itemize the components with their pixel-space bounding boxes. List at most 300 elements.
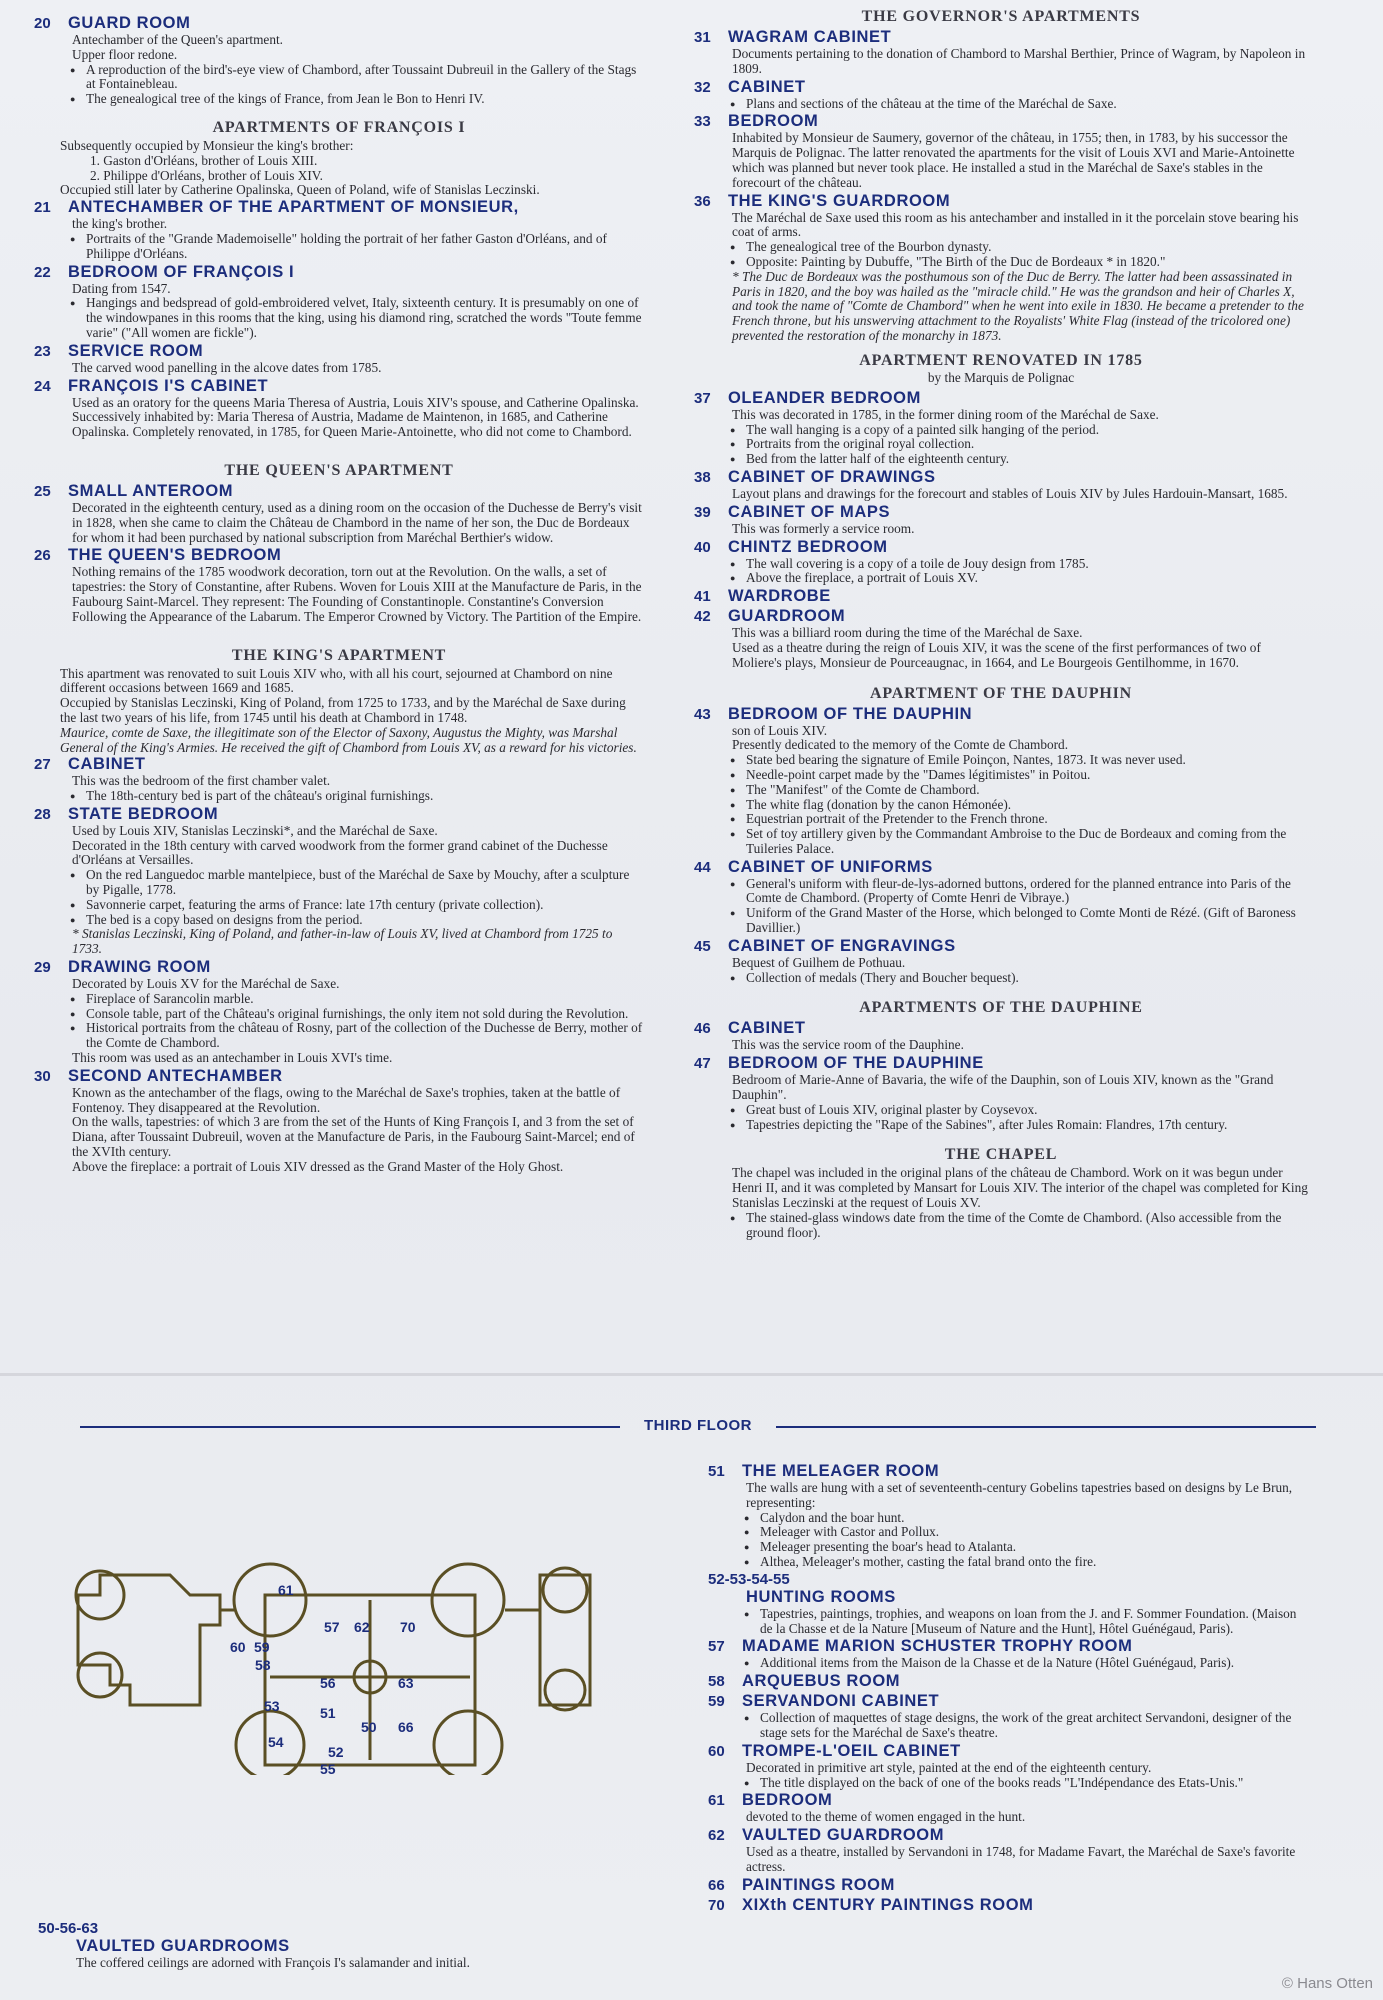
entry-heading xyxy=(34,14,644,33)
entry-39 xyxy=(694,503,1308,537)
entry-title: MADAME MARION SCHUSTER TROPHY ROOM xyxy=(742,1637,1133,1656)
entry-title: CABINET xyxy=(728,77,806,96)
entry-27 xyxy=(34,755,644,804)
entry-title: SERVICE ROOM xyxy=(68,341,204,360)
entry-body xyxy=(732,1038,1308,1053)
section-heading: THE KING'S APARTMENT xyxy=(231,646,447,664)
entry-number: 51 xyxy=(708,1463,725,1480)
entry-23 xyxy=(34,342,644,376)
bullet-item: ● Hangings and bedspread of gold-embroidered velvet, Italy, sixteenth century. It is presumably on one of the windowpanes in this rooms that the king, using his diamond ring, scratched the words "Toute femme varie" ("All women are fickle"). xyxy=(72,296,644,340)
entry-number: 60 xyxy=(708,1742,725,1760)
entry-title: ARQUEBUS ROOM xyxy=(742,1672,901,1691)
entry-body xyxy=(72,774,644,804)
entry-heading xyxy=(34,958,644,977)
bullet-item: ● Collection of maquettes of stage designs, the work of the great architect Servandoni, designer of the stage sets for the Maréchal de Saxe's theatre. xyxy=(746,1711,1312,1741)
entry-text: This was the service room of the Dauphine. xyxy=(732,1037,964,1053)
entry-number: 37 xyxy=(694,389,711,407)
entry-36 xyxy=(694,192,1308,344)
entry-body xyxy=(72,361,644,376)
entry-title: GUARD ROOM xyxy=(68,14,191,32)
entry-heading xyxy=(708,1826,1312,1845)
tower-ne xyxy=(432,1564,504,1636)
entry-number: 66 xyxy=(708,1876,725,1894)
plan-label-52: 52 xyxy=(328,1744,344,1760)
fold-line xyxy=(0,1373,1383,1376)
entry-body xyxy=(732,724,1308,857)
divider xyxy=(776,1426,1316,1428)
entry-33 xyxy=(694,112,1308,190)
entry-30 xyxy=(34,1067,644,1175)
entry-heading xyxy=(708,1672,1312,1691)
entry-number: 28 xyxy=(34,805,51,823)
plan-label-62: 62 xyxy=(354,1619,370,1635)
entry-text: Bedroom of Marie-Anne of Bavaria, the wife of the Dauphin, son of Louis XIV, known as the "Grand Dauphin". xyxy=(732,1072,1274,1103)
entry-heading xyxy=(694,705,1308,724)
third-floor-list xyxy=(708,1462,1312,1916)
entry-title: TROMPE-L'OEIL CABINET xyxy=(742,1741,961,1760)
entry-number: 31 xyxy=(694,29,711,46)
plan-label-51: 51 xyxy=(320,1705,336,1721)
bullet-item: ● Console table, part of the Château's original furnishings, the only item not sold during the Revolution. xyxy=(72,1007,644,1022)
section-heading: THE CHAPEL xyxy=(944,1146,1058,1164)
entry-body xyxy=(732,877,1308,936)
bullet-item: ● Portraits of the "Grande Mademoiselle" holding the portrait of her father Gaston d'Orléans, and of Philippe d'Orléans. xyxy=(72,232,644,262)
entry-heading xyxy=(34,755,644,774)
entry-body xyxy=(72,824,644,957)
bullet-item: ● Additional items from the Maison de la Chasse et de la Nature (Hôtel Guénégaud, Paris). xyxy=(746,1656,1312,1671)
entry-number: 59 xyxy=(708,1693,725,1711)
footnote: * The Duc de Bordeaux was the posthumous son of the Duc de Berry. The latter had been assassinated in Paris in 1820, and the boy was hailed as the "miracle child." He was the grandson and heir of Charles X, and took the name of "Comte de Chambord" when he went into exile in 1830. He became a pretender to the French throne, but his unswerving attachment to the Royalists' White Flag (instead of the tricolored one) prevented the restoration of the monarchy in 1873. xyxy=(732,268,1304,343)
entry-number: 43 xyxy=(694,705,711,723)
plan-label-66: 66 xyxy=(398,1719,414,1735)
entry-number: 42 xyxy=(694,608,711,626)
third-floor-plan xyxy=(70,1555,605,1775)
entry-title: THE KING'S GUARDROOM xyxy=(728,191,951,210)
entry-text: Used as an oratory for the queens Maria Theresa of Austria, Louis XIV's spouse, and Catherine Opalinska. xyxy=(72,394,639,410)
entry-title: WARDROBE xyxy=(728,587,831,606)
entry-body xyxy=(72,1086,644,1175)
entry-title: CABINET xyxy=(68,755,146,774)
entry-20 xyxy=(34,14,644,107)
entry-number: 41 xyxy=(694,588,711,606)
entry-body xyxy=(732,211,1308,344)
bullet-item: ● Great bust of Louis XIV, original plaster by Coysevox. xyxy=(732,1103,1308,1118)
entry-text: Used by Louis XIV, Stanislas Leczinski*, and the Maréchal de Saxe. xyxy=(72,822,438,838)
entry-body xyxy=(732,1073,1308,1132)
bullet-item: ● Portraits from the original royal collection. xyxy=(732,437,1308,452)
entry-body xyxy=(746,1845,1312,1875)
entry-heading xyxy=(34,482,644,501)
entry-body xyxy=(732,557,1308,587)
entry-title: BEDROOM OF THE DAUPHINE xyxy=(728,1054,984,1073)
plan-label-58: 58 xyxy=(255,1657,271,1673)
entry-body xyxy=(72,977,644,1066)
entry-57 xyxy=(708,1637,1312,1671)
entry-heading xyxy=(694,587,1308,606)
entry-number: 46 xyxy=(694,1020,711,1038)
entry-37 xyxy=(694,389,1308,467)
entry-heading xyxy=(34,377,644,396)
copyright: © Hans Otten xyxy=(1281,1975,1373,1992)
chapel-entry xyxy=(694,1166,1308,1240)
entry-heading xyxy=(34,198,644,217)
entry-text: This was the bedroom of the first chamber valet. xyxy=(72,773,331,789)
bullet-item: ● Equestrian portrait of the Pretender to the French throne. xyxy=(732,812,1308,827)
third-floor-label: THIRD FLOOR xyxy=(644,1417,752,1434)
entry-title: CABINET OF DRAWINGS xyxy=(728,467,936,486)
entry-body xyxy=(72,217,644,261)
entry-number: 24 xyxy=(34,377,51,395)
entry-heading xyxy=(708,1692,1312,1711)
entry-text: This was decorated in 1785, in the former dining room of the Maréchal de Saxe. xyxy=(732,406,1159,422)
entry-31 xyxy=(694,28,1308,77)
entry-text: Decorated in the 18th century with carved woodwork from the former grand cabinet of the Duchesse d'Orléans at Versailles. xyxy=(72,837,608,868)
entry-title: OLEANDER BEDROOM xyxy=(728,388,921,407)
entry-heading xyxy=(34,805,644,824)
entry-text: devoted to the theme of women engaged in the hunt. xyxy=(746,1809,1026,1825)
entry-text: Documents pertaining to the donation of Chambord to Marshal Berthier, Prince of Wagram, by Napoleon in 1809. xyxy=(732,46,1306,76)
entry-29 xyxy=(34,958,644,1066)
entry-text: This room was used as an antechamber in Louis XVI's time. xyxy=(72,1050,393,1066)
entry-number: 29 xyxy=(34,959,51,977)
entry-number: 62 xyxy=(708,1827,725,1845)
entry-title: GUARDROOM xyxy=(728,607,846,626)
entry-heading xyxy=(694,28,1308,47)
entry-body xyxy=(732,626,1308,670)
entry-25 xyxy=(34,482,644,545)
entry-number: 52-53-54-55 xyxy=(708,1570,790,1588)
entry-number: 22 xyxy=(34,263,51,281)
entry-58 xyxy=(708,1672,1312,1691)
entry-46 xyxy=(694,1019,1308,1053)
entry-number: 70 xyxy=(708,1896,725,1914)
divider xyxy=(80,1426,620,1428)
entry-number: 58 xyxy=(708,1673,725,1691)
bullet-item: ● Savonnerie carpet, featuring the arms of France: late 17th century (private collection). xyxy=(72,898,644,913)
bullet-item: ● The wall hanging is a copy of a painted silk hanging of the period. xyxy=(732,423,1308,438)
entry-title: CABINET xyxy=(728,1019,806,1038)
entry-40 xyxy=(694,538,1308,587)
entry-title: CABINET OF UNIFORMS xyxy=(728,857,933,876)
entry-title: HUNTING ROOMS xyxy=(746,1587,896,1606)
entry-title: XIXth CENTURY PAINTINGS ROOM xyxy=(742,1895,1034,1914)
entry-50-56-63 xyxy=(38,1920,638,1971)
entry-number: 30 xyxy=(34,1067,51,1085)
section-subheading: by the Marquis de Polignac xyxy=(927,369,1075,385)
entry-body xyxy=(746,1481,1312,1570)
entry-text: Decorated by Louis XV for the Maréchal de Saxe. xyxy=(72,976,340,992)
entry-title: DRAWING ROOM xyxy=(68,958,211,977)
plan-label-70: 70 xyxy=(400,1619,416,1635)
entry-text: The Maréchal de Saxe used this room as his antechamber and installed in it the porcelain stove bearing his coat of arms. xyxy=(732,209,1299,240)
bullet-item: ● The genealogical tree of the kings of France, from Jean le Bon to Henri IV. xyxy=(72,92,644,107)
entry-52-55 xyxy=(708,1571,1312,1637)
bullet-item: ● Set of toy artillery given by the Commandant Ambroise to the Duc de Bordeaux and coming from the Tuileries Palace. xyxy=(732,827,1308,857)
entry-text: Presently dedicated to the memory of the Comte de Chambord. xyxy=(732,737,1069,753)
bullet-item: ● Calydon and the boar hunt. xyxy=(746,1511,1312,1526)
entry-60 xyxy=(708,1742,1312,1791)
entry-title: THE MELEAGER ROOM xyxy=(742,1462,940,1480)
entry-title: CABINET OF ENGRAVINGS xyxy=(728,936,956,955)
bullet-item: ● The 18th-century bed is part of the château's original furnishings. xyxy=(72,789,644,804)
entry-text: Above the fireplace: a portrait of Louis XIV dressed as the Grand Master of the Holy Ghost. xyxy=(72,1158,564,1174)
entry-text: The coffered ceilings are adorned with François I's salamander and initial. xyxy=(76,1955,470,1970)
footnote: * Stanislas Leczinski, King of Poland, and father-in-law of Louis XV, lived at Chambord from 1725 to 1733. xyxy=(72,926,613,957)
entry-body xyxy=(76,1956,638,1971)
entry-body xyxy=(732,408,1308,467)
entry-text: On the walls, tapestries: of which 3 are from the set of the Hunts of King François I, and 3 from the set of Diana, after Toussaint Dubreuil, woven at the Manufacture de Paris, in the Faubourg Saint-Marcel; end of the XVIth century. xyxy=(72,1114,635,1160)
entry-59 xyxy=(708,1692,1312,1741)
bullet-item: ● General's uniform with fleur-de-lys-adorned buttons, ordered for the planned entrance into Paris of the Comte de Chambord. (Property of Comte Henri de Vibraye.) xyxy=(732,877,1308,907)
entry-heading xyxy=(694,389,1308,408)
entry-text: Used as a theatre during the reign of Louis XIV, it was the scene of the first performances of two of Moliere's plays, Monsieur de Pourceaugnac, in 1664, and Le Bourgeois Gentilhomme, in 1670. xyxy=(732,639,1261,670)
entry-number: 27 xyxy=(34,756,51,774)
entry-24 xyxy=(34,377,644,440)
entry-body xyxy=(72,282,644,341)
entry-body xyxy=(72,565,644,624)
entry-heading xyxy=(694,468,1308,487)
entry-title: SECOND ANTECHAMBER xyxy=(68,1066,283,1085)
entry-title: SMALL ANTEROOM xyxy=(68,481,234,500)
entry-number: 23 xyxy=(34,342,51,360)
left-column xyxy=(34,14,644,1176)
bullet-item: ● Althea, Meleager's mother, casting the fatal brand onto the fire. xyxy=(746,1555,1312,1570)
entry-heading xyxy=(694,607,1308,626)
bullet-item: ● Tapestries, paintings, trophies, and weapons on loan from the J. and F. Sommer Foundation. (Maison de la Chasse et de la Nature [Museum of Nature and the Hunt], Hôtel Guénégaud, Paris). xyxy=(746,1607,1312,1637)
entry-body xyxy=(732,97,1308,112)
entry-heading xyxy=(694,503,1308,522)
entry-42 xyxy=(694,607,1308,670)
bullet-item: ● Meleager with Castor and Pollux. xyxy=(746,1525,1312,1540)
entry-47 xyxy=(694,1054,1308,1132)
section-heading: APARTMENT OF THE DAUPHIN xyxy=(869,684,1133,702)
entry-heading xyxy=(694,192,1308,211)
section-heading: THE QUEEN'S APARTMENT xyxy=(224,461,454,479)
entry-title: ANTECHAMBER OF THE APARTMENT OF MONSIEUR, xyxy=(68,198,519,217)
entry-body xyxy=(732,522,1308,537)
bullet-item: ● The "Manifest" of the Comte de Chambord. xyxy=(732,783,1308,798)
section-heading: APARTMENTS OF FRANÇOIS I xyxy=(212,118,466,136)
entry-title: VAULTED GUARDROOM xyxy=(742,1826,945,1845)
entry-number: 40 xyxy=(694,538,711,556)
entry-title: CHINTZ BEDROOM xyxy=(728,537,888,556)
entry-text: The carved wood panelling in the alcove dates from 1785. xyxy=(72,359,382,375)
section-heading: APARTMENT RENOVATED IN 1785 xyxy=(859,351,1143,369)
bullet-item: ● On the red Languedoc marble mantelpiece, bust of the Maréchal de Saxe by Mouchy, after a sculpture by Pigalle, 1778. xyxy=(72,868,644,898)
entry-heading xyxy=(694,858,1308,877)
bullet-item: ● The genealogical tree of the Bourbon dynasty. xyxy=(732,240,1308,255)
entry-body xyxy=(746,1607,1312,1637)
entry-21 xyxy=(34,198,644,261)
bullet-item: ● Tapestries depicting the "Rape of the Sabines", after Jules Romain: Flandres, 17th century. xyxy=(732,1118,1308,1133)
entry-heading xyxy=(708,1896,1312,1915)
entry-text: Nothing remains of the 1785 woodwork decoration, torn out at the Revolution. On the walls, a set of tapestries: the Story of Constantine, after Rubens. Woven for Louis XIII at the Manufacture de Paris, in the Faubourg Saint-Marcel. They represent: The Founding of Constantinople. Constantine's Conversion Following the Appearance of the Labarum. The Emperor Crowned by Victory. The Partition of the Empire. xyxy=(72,564,642,624)
entry-title: BEDROOM xyxy=(728,112,819,131)
entry-body xyxy=(72,396,644,440)
bullet-item: ● The bed is a copy based on designs from the period. xyxy=(72,913,644,928)
plan-label-53: 53 xyxy=(264,1698,280,1714)
entry-number: 25 xyxy=(34,482,51,500)
entry-61 xyxy=(708,1791,1312,1825)
entry-66 xyxy=(708,1876,1312,1895)
entry-number: 57 xyxy=(708,1638,725,1656)
entry-28 xyxy=(34,805,644,957)
king-intro: This apartment was renovated to suit Louis XIV who, with all his court, sejourned at Chambord on nine different occasions between 1669 and 1685. Occupied by Stanislas Leczinski, King of Poland, from 1725 to 1733, and by the Maréchal de Saxe during the last two years of his life, from 1745 until his death at Chambord in 1748. Maurice, comte de Saxe, the illegitimate son of the Elector of Saxony, Augustus the Mighty, was Marshal General of the King's Armies. He received the gift of Chambord from Louis XV, as a reward for his victories. xyxy=(60,665,637,755)
entry-26 xyxy=(34,546,644,624)
plan-label-54: 54 xyxy=(268,1734,284,1750)
entry-43 xyxy=(694,705,1308,857)
entry-title: BEDROOM OF THE DAUPHIN xyxy=(728,704,973,723)
entry-38 xyxy=(694,468,1308,502)
right-wing-outline xyxy=(540,1575,590,1705)
entry-number: 44 xyxy=(694,858,711,876)
entry-heading xyxy=(34,546,644,565)
entry-body xyxy=(72,501,644,545)
entry-text: The chapel was included in the original plans of the château de Chambord. Work on it was begun under Henri II, and it was completed by Mansart for Louis XIV. The interior of the chapel was completed for King Stanislas Leczinski at the request of Louis XV. xyxy=(732,1165,1308,1211)
entry-body xyxy=(746,1656,1312,1671)
entry-heading xyxy=(34,263,644,282)
bullet-item: ● Fireplace of Sarancolin marble. xyxy=(72,992,644,1007)
entry-title: WAGRAM CABINET xyxy=(728,28,892,46)
entry-text: Upper floor redone. xyxy=(72,46,178,62)
entry-number: 38 xyxy=(694,468,711,486)
entry-text: This was a billiard room during the time of the Maréchal de Saxe. xyxy=(732,625,1083,641)
entry-title: PAINTINGS ROOM xyxy=(742,1875,895,1894)
entry-title: CABINET OF MAPS xyxy=(728,502,891,521)
entry-heading xyxy=(708,1462,1312,1481)
entry-number: 26 xyxy=(34,547,51,565)
entry-text: Successively inhabited by: Maria Theresa of Austria, Madame de Maintenon, in 1685, and Catherine Opalinska. Completely renovated, in 1785, for Queen Marie-Antoinette, who did not come to Chambord. xyxy=(72,409,632,440)
entry-text: the king's brother. xyxy=(72,216,168,232)
entry-title: THE QUEEN'S BEDROOM xyxy=(68,546,282,565)
entry-number: 45 xyxy=(694,937,711,955)
left-wing-outline xyxy=(78,1575,220,1705)
entry-22 xyxy=(34,263,644,341)
bullet-item: ● The wall covering is a copy of a toile de Jouy design from 1785. xyxy=(732,557,1308,572)
entry-number: 50-56-63 xyxy=(38,1920,99,1937)
entry-number: 20 xyxy=(34,15,51,32)
entry-text: Antechamber of the Queen's apartment. xyxy=(72,32,283,47)
entry-heading xyxy=(694,937,1308,956)
plan-label-61: 61 xyxy=(278,1582,294,1598)
entry-text: son of Louis XIV. xyxy=(732,722,828,738)
entry-heading xyxy=(708,1742,1312,1761)
entry-text: Known as the antechamber of the flags, owing to the Maréchal de Saxe's trophies, taken at the battle of Fontenoy. They disappeared at the Revolution. xyxy=(72,1084,621,1115)
bullet-item: ● A reproduction of the bird's-eye view of Chambord, after Toussaint Dubreuil in the Gallery of the Stags at Fontainebleau. xyxy=(72,63,644,93)
tower-nw xyxy=(234,1564,306,1636)
entry-number: 32 xyxy=(694,78,711,96)
entry-text: Decorated in the eighteenth century, used as a dining room on the occasion of the Duchesse de Berry's visit in 1828, when she came to claim the Château de Chambord in the name of her son, the Duc de Bordeaux for whom it had been purchased by national subscription from Maréchal Berthier's widow. xyxy=(72,499,642,545)
entry-body xyxy=(732,487,1308,502)
entry-62 xyxy=(708,1826,1312,1875)
entry-text: Dating from 1547. xyxy=(72,280,171,296)
entry-heading xyxy=(694,1054,1308,1073)
entry-body xyxy=(746,1761,1312,1791)
entry-heading xyxy=(34,342,644,361)
entry-number: 33 xyxy=(694,113,711,131)
left-wing-tower xyxy=(78,1653,122,1697)
plan-label-60: 60 xyxy=(230,1639,246,1655)
entry-title: VAULTED GUARDROOMS xyxy=(76,1937,290,1955)
entry-body xyxy=(746,1810,1312,1825)
entry-text: Decorated in primitive art style, painted at the end of the eighteenth century. xyxy=(746,1759,1152,1775)
entry-heading xyxy=(694,538,1308,557)
bullet-item: ● Collection of medals (Thery and Boucher bequest). xyxy=(732,971,1308,986)
entry-heading xyxy=(694,112,1308,131)
entry-heading xyxy=(34,1067,644,1086)
entry-body xyxy=(732,47,1308,77)
entry-body xyxy=(746,1711,1312,1741)
entry-number: 36 xyxy=(694,192,711,210)
entry-number: 21 xyxy=(34,199,51,217)
entry-title: BEDROOM xyxy=(742,1791,833,1810)
entry-heading xyxy=(708,1791,1312,1810)
entry-45 xyxy=(694,937,1308,986)
bullet-item: ● The title displayed on the back of one of the books reads "L'Indépendance des Etats-Unis." xyxy=(746,1776,1312,1791)
plan-label-57: 57 xyxy=(324,1619,340,1635)
entry-heading xyxy=(694,78,1308,97)
plan-label-59: 59 xyxy=(254,1639,270,1655)
section-heading: APARTMENTS OF THE DAUPHINE xyxy=(859,999,1143,1017)
entry-text: Bequest of Guilhem de Pothuau. xyxy=(732,954,906,970)
entry-51 xyxy=(708,1462,1312,1570)
entry-number: 47 xyxy=(694,1055,711,1073)
entry-body xyxy=(732,1166,1308,1240)
entry-body xyxy=(72,33,644,107)
section-heading: THE GOVERNOR'S APARTMENTS xyxy=(861,8,1141,25)
entry-text: The walls are hung with a set of seventeenth-century Gobelins tapestries based on designs by Le Brun, representing: xyxy=(746,1480,1293,1510)
entry-text: Inhabited by Monsieur de Saumery, governor of the château, in 1755; then, in 1783, by his successor the Marquis de Polignac. The latter renovated the apartments for the visit of Louis XVI and Marie-Antoinette which was planned but never took place. He installed a stud in the Maréchal de Saxe's stables in the forecourt of the château. xyxy=(732,130,1295,190)
entry-title: SERVANDONI CABINET xyxy=(742,1692,940,1711)
bullet-item: ● State bed bearing the signature of Emile Poinçon, Nantes, 1873. It was never used. xyxy=(732,753,1308,768)
entry-70 xyxy=(708,1896,1312,1915)
bullet-item: ● Needle-point carpet made by the "Dames légitimistes" in Poitou. xyxy=(732,768,1308,783)
vaulted-guardrooms xyxy=(38,1920,638,1972)
entry-44 xyxy=(694,858,1308,936)
bullet-item: ● Historical portraits from the château of Rosny, part of the collection of the Duchesse de Berry, mother of the Comte de Chambord. xyxy=(72,1021,644,1051)
bullet-item: ● Meleager presenting the boar's head to Atalanta. xyxy=(746,1540,1312,1555)
bullet-item: ● Plans and sections of the château at the time of the Maréchal de Saxe. xyxy=(732,97,1308,112)
entry-41 xyxy=(694,587,1308,606)
right-column xyxy=(694,8,1308,1241)
entry-title: FRANÇOIS I'S CABINET xyxy=(68,376,269,395)
entry-heading xyxy=(708,1876,1312,1895)
entry-heading xyxy=(708,1637,1312,1656)
third-floor-header xyxy=(80,1417,1316,1437)
entry-heading xyxy=(694,1019,1308,1038)
entry-title: STATE BEDROOM xyxy=(68,804,219,823)
bullet-item: ● Uniform of the Grand Master of the Horse, which belonged to Comte Monti de Rézé. (Gift of Baroness Davillier.) xyxy=(732,906,1308,936)
entry-body xyxy=(732,956,1308,986)
entry-title: BEDROOM OF FRANÇOIS I xyxy=(68,262,295,281)
plan-label-50: 50 xyxy=(361,1719,377,1735)
plan-label-56: 56 xyxy=(320,1675,336,1691)
plan-label-63: 63 xyxy=(398,1675,414,1691)
francois-intro: Subsequently occupied by Monsieur the king's brother: 1. Gaston d'Orléans, brother of Louis XIII. 2. Philippe d'Orléans, brother of Louis XIV. Occupied still later by Catherine Opalinska, Queen of Poland, wife of Stanislas Leczinski. xyxy=(60,137,540,198)
bullet-item: ● Bed from the latter half of the eighteenth century. xyxy=(732,452,1308,467)
entry-number: 39 xyxy=(694,503,711,521)
entry-text: Used as a theatre, installed by Servandoni in 1748, for Madame Favart, the Maréchal de Saxe's favorite actress. xyxy=(746,1844,1296,1874)
bullet-item: ● Above the fireplace, a portrait of Louis XV. xyxy=(732,571,1308,586)
entry-number: 61 xyxy=(708,1792,725,1810)
entry-text: This was formerly a service room. xyxy=(732,520,915,536)
entry-body xyxy=(732,131,1308,190)
entry-32 xyxy=(694,78,1308,112)
bullet-item: ● The stained-glass windows date from the time of the Comte de Chambord. (Also accessible from the ground floor). xyxy=(732,1211,1308,1241)
entry-text: Layout plans and drawings for the forecourt and stables of Louis XIV by Jules Hardouin-Mansart, 1685. xyxy=(732,485,1288,501)
bullet-item: ● The white flag (donation by the canon Hémonée). xyxy=(732,798,1308,813)
bullet-item: ● Opposite: Painting by Dubuffe, "The Birth of the Duc de Bordeaux * in 1820." xyxy=(732,255,1308,270)
